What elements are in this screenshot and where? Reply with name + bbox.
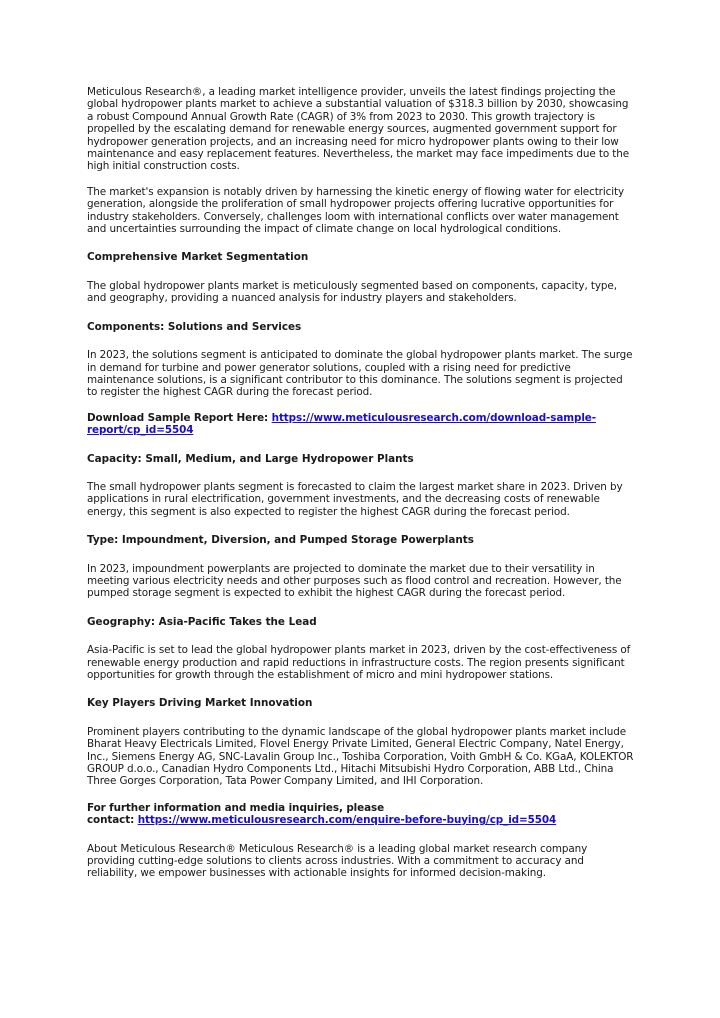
geography-paragraph: Asia-Pacific is set to lead the global hydropower plants market in 2023, driven by the cost-effectiveness of renewable energy production and rapid reductions in infrastructure costs. The region presents significant opportunities for growth through the establishment of micro and mini hydropower stations. xyxy=(87,644,631,681)
intro-paragraph: Meticulous Research®, a leading market intelligence provider, unveils the latest findings projecting the global hydropower plants market to achieve a substantial valuation of $318.3 billion by 2030, showcasing a robust Compound Annual Growth Rate (CAGR) of 3% from 2023 to 2030. This growth trajectory is propelled by the escalating demand for renewable energy sources, augmented government support for hydropower generation projects, and an increasing need for micro hydropower plants owing to their low maintenance and easy replacement features. Nevertheless, the market may face impediments due to the high initial construction costs. xyxy=(87,86,630,173)
segmentation-heading: Comprehensive Market Segmentation xyxy=(87,251,309,264)
type-heading: Type: Impoundment, Diversion, and Pumped Storage Powerplants xyxy=(87,534,474,547)
segmentation-paragraph: The global hydropower plants market is meticulously segmented based on components, capacity, type, and geography, providing a nuanced analysis for industry players and stakeholders. xyxy=(87,279,617,305)
components-heading: Components: Solutions and Services xyxy=(87,320,302,333)
download-sample-link[interactable]: https://www.meticulousresearch.com/download-sample-report/cp_id=5504 xyxy=(87,411,596,437)
about-paragraph: About Meticulous Research® Meticulous Research® is a leading global market research company providing cutting-edge solutions to clients across industries. With a commitment to accuracy and reliability, we empower businesses with actionable insights for informed decision-making. xyxy=(87,842,588,880)
enquire-link[interactable]: https://www.meticulousresearch.com/enquire-before-buying/cp_id=5504 xyxy=(137,814,557,827)
download-label: Download Sample Report Here: xyxy=(87,411,272,424)
geography-heading: Geography: Asia-Pacific Takes the Lead xyxy=(87,615,317,628)
contact-block xyxy=(87,802,635,827)
components-paragraph: In 2023, the solutions segment is anticipated to dominate the global hydropower plants market. The surge in demand for turbine and power generator solutions, coupled with a rising need for predictive maintenance solutions, is a significant contributor to this dominance. The solutions segment is projected to register the highest CAGR during the forecast period. xyxy=(87,349,633,399)
contact-line: For further information and media inquiries, please xyxy=(87,801,385,814)
capacity-heading: Capacity: Small, Medium, and Large Hydropower Plants xyxy=(87,452,414,465)
type-paragraph: In 2023, impoundment powerplants are projected to dominate the market due to their versatility in meeting various electricity needs and other purposes such as flood control and recreation. However, the pumped storage segment is expected to exhibit the highest CAGR during the forecast period. xyxy=(87,562,622,600)
download-line xyxy=(87,412,635,437)
capacity-paragraph: The small hydropower plants segment is forecasted to claim the largest market share in 2023. Driven by applications in rural electrification, government investments, and the decreasing costs of renewable energy, this segment is also expected to register the highest CAGR during the forecast period. xyxy=(87,480,623,518)
players-paragraph: Prominent players contributing to the dynamic landscape of the global hydropower plants market include Bharat Heavy Electricals Limited, Flovel Energy Private Limited, General Electric Company, Natel Energy, Inc., Siemens Energy AG, SNC-Lavalin Group Inc., Toshiba Corporation, Voith GmbH & Co. KGaA, KOLEKTOR GROUP d.o.o., Canadian Hydro Components Ltd., Hitachi Mitsubishi Hydro Corporation, ABB Ltd., China Three Gorges Corporation, Tata Power Company Limited, and IHI Corporation. xyxy=(87,725,634,788)
contact-label: contact: xyxy=(87,814,138,827)
document-page xyxy=(87,86,635,893)
expansion-paragraph: The market's expansion is notably driven by harnessing the kinetic energy of flowing water for electricity generation, alongside the proliferation of small hydropower projects offering lucrative opportunities for industry stakeholders. Conversely, challenges loom with international conflicts over water management and uncertainties surrounding the impact of climate change on local hydrological conditions. xyxy=(87,185,625,236)
players-heading: Key Players Driving Market Innovation xyxy=(87,697,313,710)
